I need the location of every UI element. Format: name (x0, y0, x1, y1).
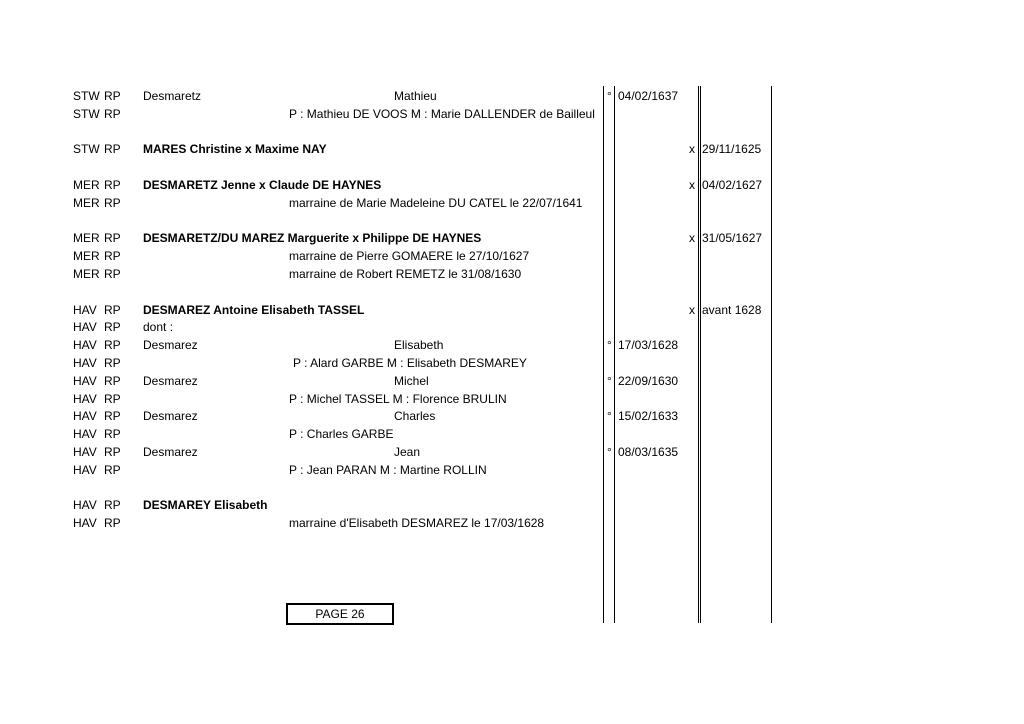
godparent-note: marraine d'Elisabeth DESMAREZ le 17/03/1628 (289, 516, 545, 530)
parish-code: HAV (73, 463, 97, 477)
godparent-note: marraine de Marie Madeleine DU CATEL le 22/07/1641 (289, 196, 583, 210)
register-type: RP (104, 463, 121, 477)
record-row (0, 265, 1024, 283)
couple-name: DESMARETZ/DU MAREZ Marguerite x Philippe DE HAYNES (143, 231, 482, 245)
children-intro: dont : (143, 320, 174, 334)
surname: Desmarez (143, 374, 198, 388)
record-row (0, 496, 1024, 514)
register-type: RP (104, 231, 121, 245)
first-name: Charles (394, 409, 436, 423)
record-row (0, 229, 1024, 247)
parish-code: HAV (73, 356, 97, 370)
parish-code: HAV (73, 516, 97, 530)
person-name: DESMAREY Elisabeth (143, 498, 268, 512)
parish-code: MER (73, 178, 100, 192)
page-number-box (286, 603, 394, 625)
record-row (0, 176, 1024, 194)
record-row (0, 105, 1024, 123)
register-type: RP (104, 178, 121, 192)
record-row (0, 318, 1024, 336)
couple-name: DESMAREZ Antoine Elisabeth TASSEL (143, 303, 365, 317)
parish-code: HAV (73, 498, 97, 512)
birth-date: 22/09/1630 (618, 374, 679, 388)
record-row (0, 390, 1024, 408)
register-type: RP (104, 498, 121, 512)
record-row (0, 87, 1024, 105)
register-type: RP (104, 320, 121, 334)
birth-marker: ° (607, 338, 612, 352)
register-type: RP (104, 267, 121, 281)
record-row (0, 425, 1024, 443)
marriage-marker: x (689, 178, 695, 192)
birth-date: 15/02/1633 (618, 409, 679, 423)
parents-note: P : Mathieu DE VOOS M : Marie DALLENDER de Bailleul (289, 107, 595, 121)
birth-marker: ° (607, 445, 612, 459)
parents-note: P : Michel TASSEL M : Florence BRULIN (289, 392, 507, 406)
register-type: RP (104, 338, 121, 352)
record-row (0, 461, 1024, 479)
record-row (0, 372, 1024, 390)
parish-code: HAV (73, 338, 97, 352)
parish-code: HAV (73, 392, 97, 406)
parish-code: STW (73, 142, 100, 156)
birth-date: 04/02/1637 (618, 89, 679, 103)
parish-code: HAV (73, 374, 97, 388)
parents-note: P : Charles GARBE (289, 427, 394, 441)
record-row (0, 247, 1024, 265)
birth-date: 17/03/1628 (618, 338, 679, 352)
parish-code: MER (73, 231, 100, 245)
surname: Desmarez (143, 445, 198, 459)
parents-note: P : Jean PARAN M : Martine ROLLIN (289, 463, 487, 477)
couple-name: MARES Christine x Maxime NAY (143, 142, 327, 156)
birth-date: 08/03/1635 (618, 445, 679, 459)
register-type: RP (104, 107, 121, 121)
register-type: RP (104, 89, 121, 103)
register-type: RP (104, 142, 121, 156)
marriage-date: 29/11/1625 (702, 142, 762, 156)
record-row (0, 443, 1024, 461)
first-name: Elisabeth (394, 338, 444, 352)
record-row (0, 336, 1024, 354)
marriage-date: 31/05/1627 (702, 231, 763, 245)
parents-note: P : Alard GARBE M : Elisabeth DESMAREY (293, 356, 527, 370)
surname: Desmarez (143, 338, 198, 352)
parish-code: HAV (73, 303, 97, 317)
parish-code: STW (73, 107, 100, 121)
record-row (0, 194, 1024, 212)
godparent-note: marraine de Pierre GOMAERE le 27/10/1627 (289, 249, 530, 263)
first-name: Jean (394, 445, 421, 459)
register-type: RP (104, 427, 121, 441)
record-row (0, 140, 1024, 158)
page-number: PAGE 26 (315, 607, 365, 621)
register-type: RP (104, 409, 121, 423)
parish-code: HAV (73, 445, 97, 459)
record-row (0, 301, 1024, 319)
register-type: RP (104, 356, 121, 370)
parish-code: MER (73, 196, 100, 210)
register-type: RP (104, 392, 121, 406)
parish-code: HAV (73, 427, 97, 441)
birth-marker: ° (607, 374, 612, 388)
record-row (0, 354, 1024, 372)
marriage-date: avant 1628 (702, 303, 762, 317)
marriage-date: 04/02/1627 (702, 178, 763, 192)
parish-code: MER (73, 249, 100, 263)
register-type: RP (104, 303, 121, 317)
parish-code: HAV (73, 320, 97, 334)
marriage-marker: x (689, 303, 695, 317)
couple-name: DESMARETZ Jenne x Claude DE HAYNES (143, 178, 382, 192)
parish-code: MER (73, 267, 100, 281)
parish-code: STW (73, 89, 100, 103)
first-name: Mathieu (394, 89, 437, 103)
first-name: Michel (394, 374, 429, 388)
register-type: RP (104, 374, 121, 388)
godparent-note: marraine de Robert REMETZ le 31/08/1630 (289, 267, 522, 281)
record-row (0, 407, 1024, 425)
surname: Desmarez (143, 409, 198, 423)
register-type: RP (104, 196, 121, 210)
register-type: RP (104, 445, 121, 459)
surname: Desmaretz (143, 89, 202, 103)
birth-marker: ° (607, 409, 612, 423)
marriage-marker: x (689, 231, 695, 245)
parish-code: HAV (73, 409, 97, 423)
register-type: RP (104, 516, 121, 530)
marriage-marker: x (689, 142, 695, 156)
birth-marker: ° (607, 89, 612, 103)
register-type: RP (104, 249, 121, 263)
record-row (0, 514, 1024, 532)
